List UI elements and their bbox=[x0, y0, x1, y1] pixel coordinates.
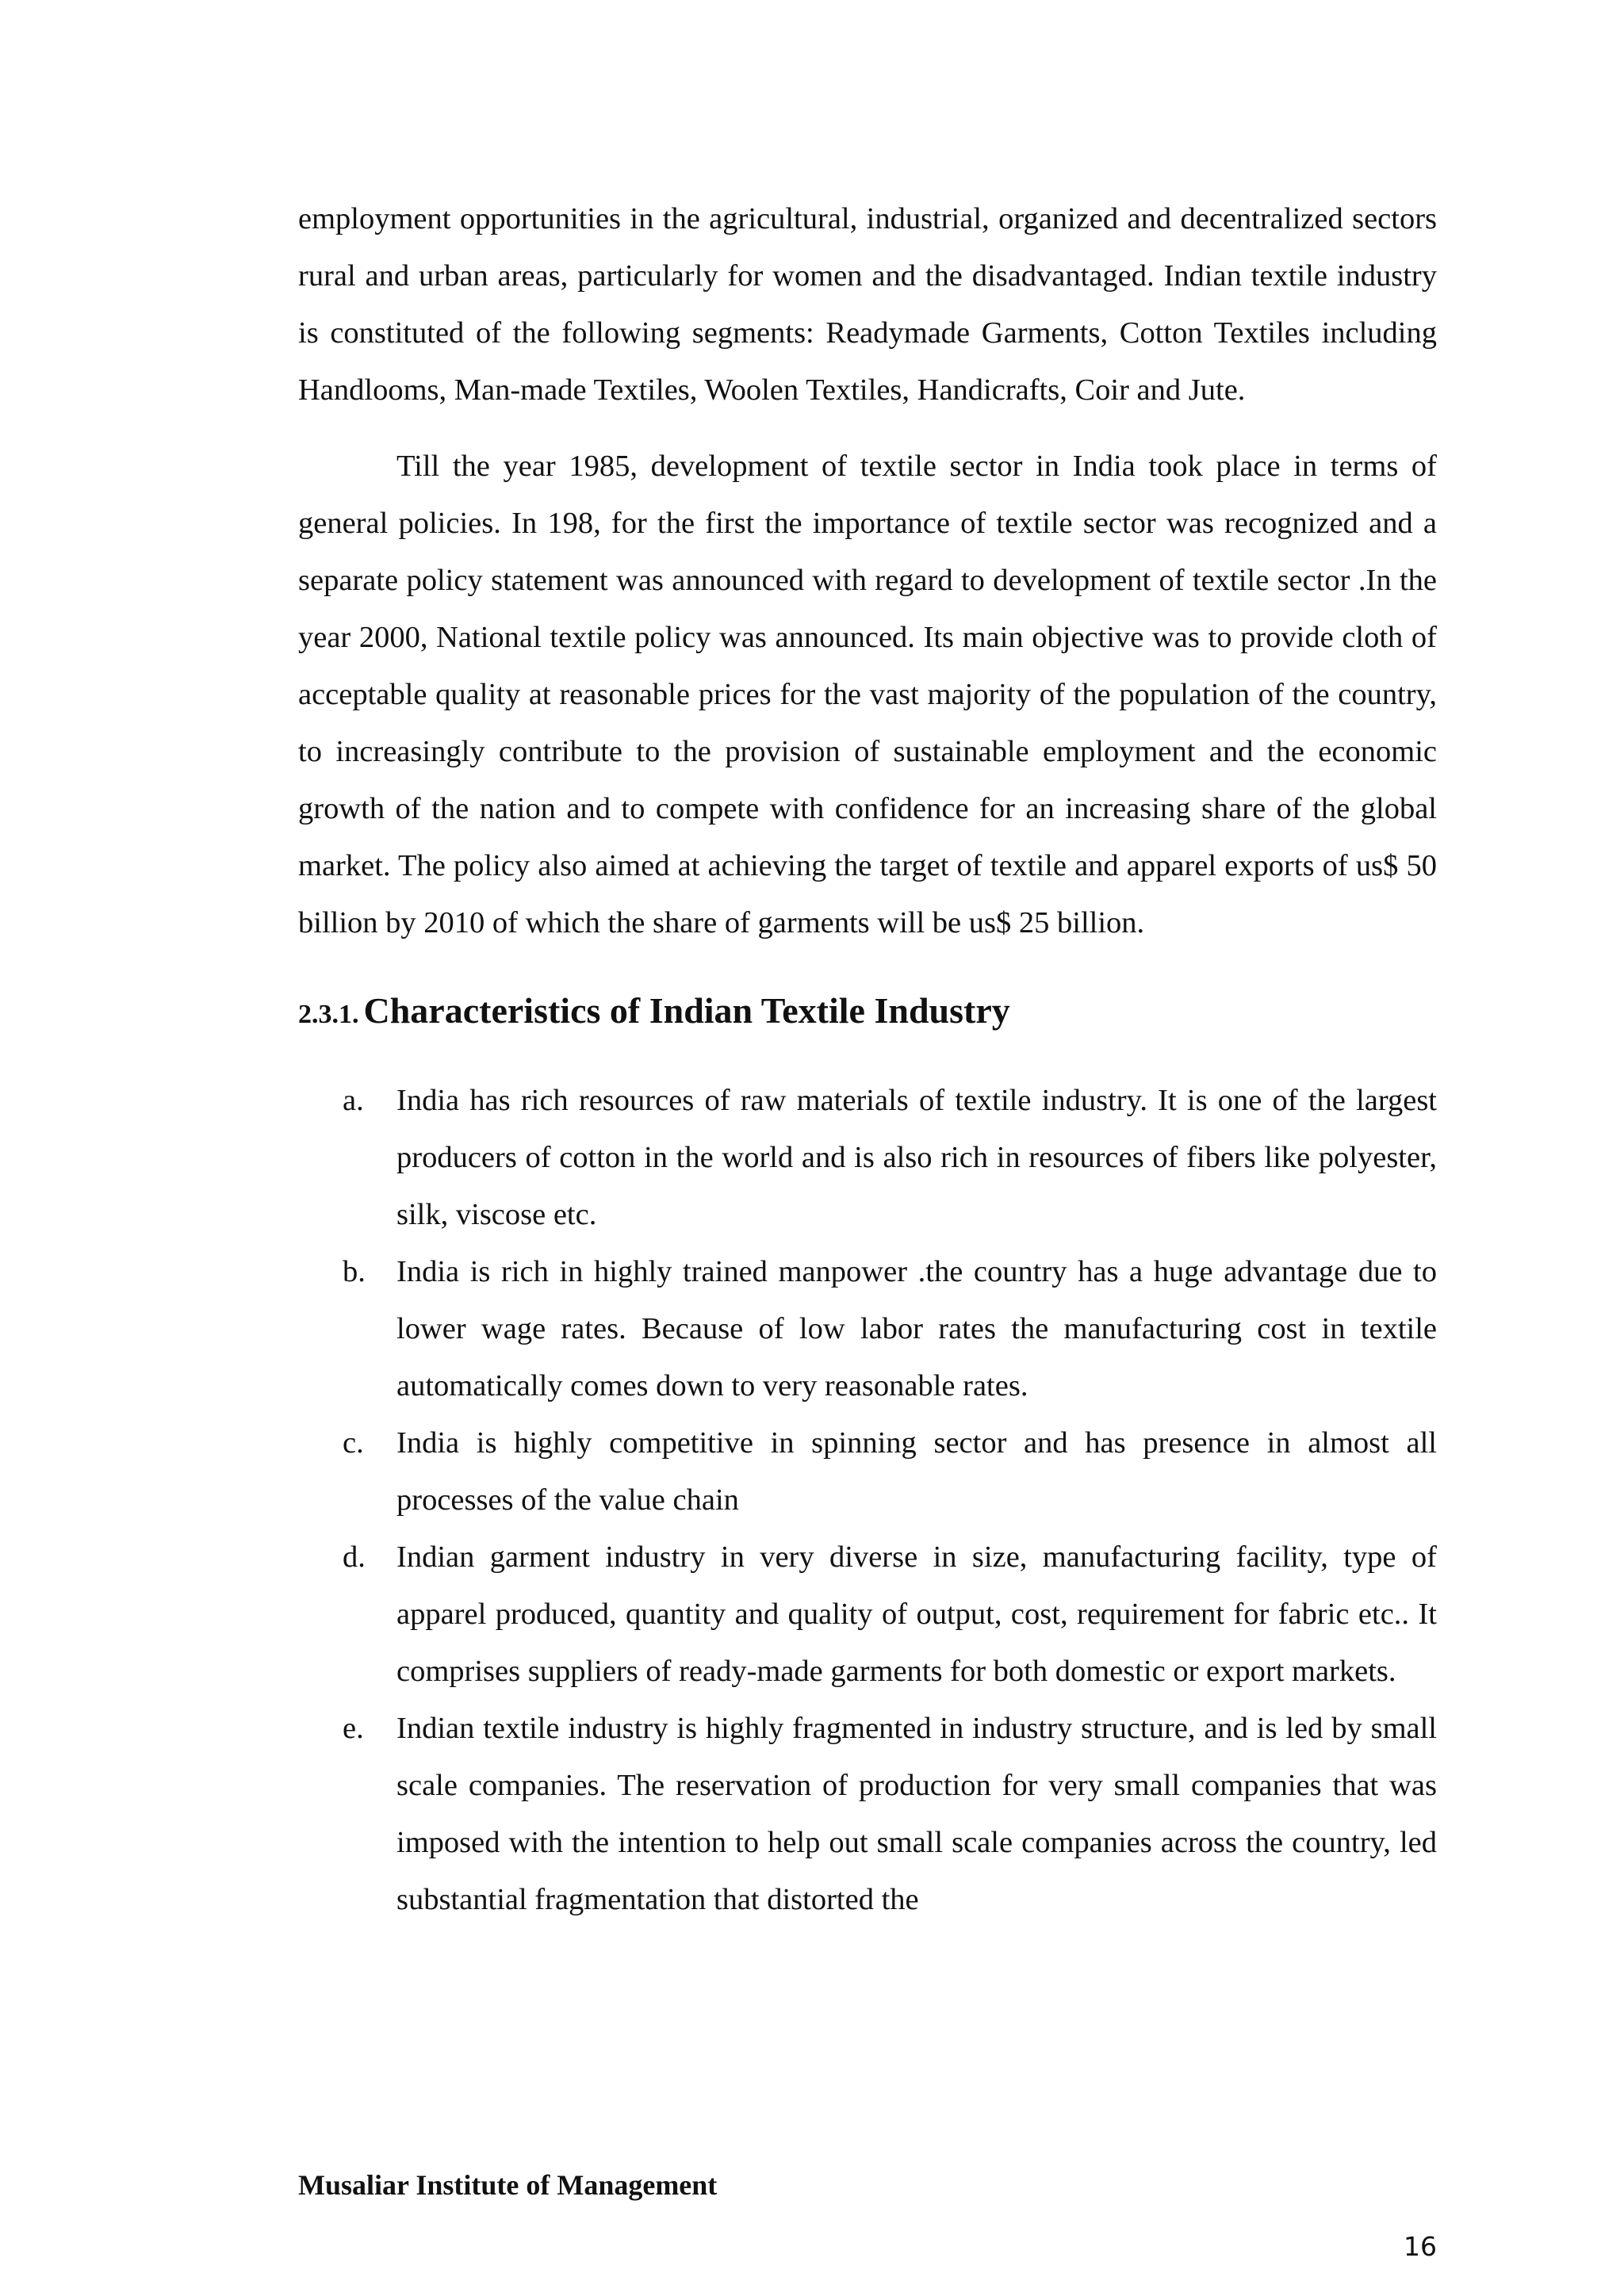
list-item-text: India is highly competitive in spinning sector and has presence in almost all processes of the value chain bbox=[396, 1426, 1437, 1517]
list-item-marker: d. bbox=[343, 1540, 366, 1574]
list-item-text: Indian textile industry is highly fragmented in industry structure, and is led by small scale companies. The reservation of production for very small companies that was imposed with the intention to help out small scale companies across the country, led substantial fragmentation that distorted the bbox=[396, 1712, 1437, 1916]
paragraph-continued: employment opportunities in the agricultural, industrial, organized and decentralized sectors rural and urban areas, particularly for women and the disadvantaged. Indian textile industry is constituted of the following segments: Readymade Garments, Cotton Textiles including Handlooms, Man-made Textiles, Woolen Textiles, Handicrafts, Coir and Jute. bbox=[298, 202, 1437, 407]
section-number: 2.3.1. bbox=[298, 1000, 359, 1029]
list-item bbox=[298, 1700, 1437, 1928]
list-item bbox=[298, 1414, 1437, 1529]
characteristics-list bbox=[298, 1072, 1437, 1928]
list-item bbox=[298, 1072, 1437, 1243]
list-item-text: India has rich resources of raw materials of textile industry. It is one of the largest producers of cotton in the world and is also rich in resources of fibers like polyester, silk, viscose etc. bbox=[396, 1084, 1437, 1231]
section-heading bbox=[298, 983, 1437, 1045]
list-item-text: Indian garment industry in very diverse in size, manufacturing facility, type of apparel produced, quantity and quality of output, cost, requirement for fabric etc.. It comprises suppliers of ready-made garments for both domestic or export markets. bbox=[396, 1540, 1437, 1688]
list-item bbox=[298, 1243, 1437, 1414]
section-title: Characteristics of Indian Textile Industry bbox=[363, 990, 1010, 1031]
list-item bbox=[298, 1529, 1437, 1700]
list-item-marker: c. bbox=[343, 1426, 364, 1460]
list-item-marker: b. bbox=[343, 1255, 366, 1288]
page-content bbox=[298, 190, 1437, 1928]
list-item-marker: a. bbox=[343, 1084, 364, 1117]
list-item-marker: e. bbox=[343, 1712, 364, 1745]
page-number: 16 bbox=[1404, 2231, 1437, 2262]
footer-institute: Musaliar Institute of Management bbox=[298, 2169, 718, 2201]
list-item-text: India is rich in highly trained manpower .the country has a huge advantage due to lower wage rates. Because of low labor rates the manufacturing cost in textile automatically comes down to very reasonable rates. bbox=[396, 1255, 1437, 1402]
paragraph-policy: Till the year 1985, development of textile sector in India took place in terms of general policies. In 198, for the first the importance of textile sector was recognized and a separate policy statement was announced with regard to development of textile sector .In the year 2000, National textile policy was announced. Its main objective was to provide cloth of acceptable quality at reasonable prices for the vast majority of the population of the country, to increasingly contribute to the provision of sustainable employment and the economic growth of the nation and to compete with confidence for an increasing share of the global market. The policy also aimed at achieving the target of textile and apparel exports of us$ 50 billion by 2010 of which the share of garments will be us$ 25 billion. bbox=[298, 450, 1437, 939]
